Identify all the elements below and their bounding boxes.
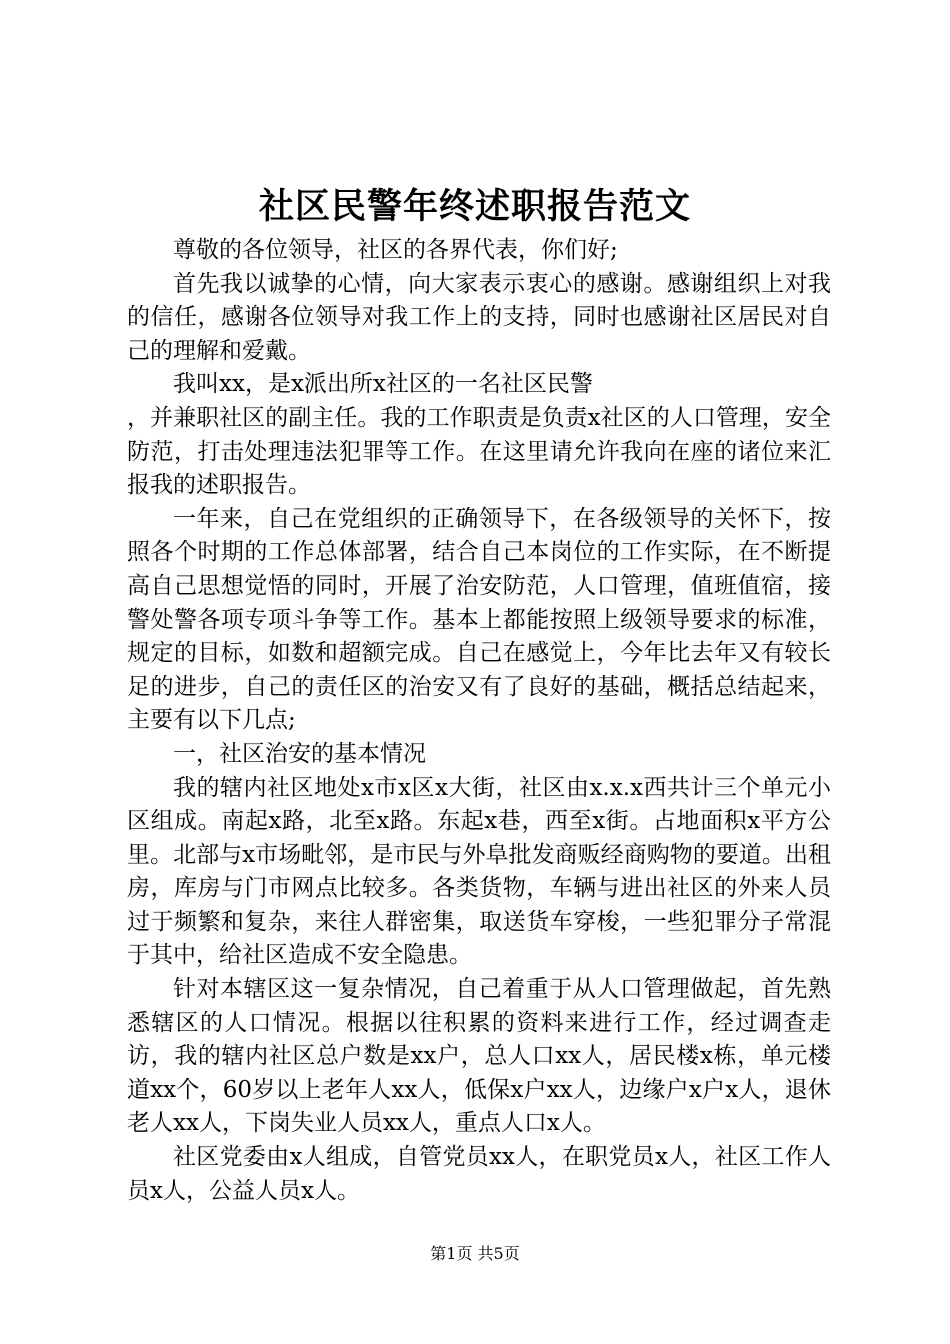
page-footer: 第1页 共5页: [430, 1244, 520, 1263]
paragraph-intro: 我叫xx，是x派出所x社区的一名社区民警: [173, 371, 593, 398]
paragraph-intro-continued: ，并兼职社区的副主任。我的工作职责是负责x社区的人口管理，安全防范，打击处理违法犯罪等工作。在这里请允许我向在座的诸位来汇报我的述职报告。: [127, 404, 831, 499]
document-title: 社区民警年终述职报告范文: [258, 186, 691, 227]
document-body: [127, 234, 831, 1208]
paragraph-party-committee: 社区党委由x人组成，自管党员xx人，在职党员x人，社区工作人员x人，公益人员x人。: [127, 1144, 831, 1204]
paragraph-thanks: 首先我以诚挚的心情，向大家表示衷心的感谢。感谢组织上对我的信任，感谢各位领导对我工作上的支持，同时也感谢社区居民对自己的理解和爱戴。: [127, 270, 831, 364]
paragraph-greeting: 尊敬的各位领导，社区的各界代表，你们好;: [173, 237, 618, 263]
section-heading-1: 一，社区治安的基本情况: [173, 740, 426, 767]
paragraph-population: 针对本辖区这一复杂情况，自己着重于从人口管理做起，首先熟悉辖区的人口情况。根据以往积累的资料来进行工作，经过调查走访，我的辖内社区总户数是xx户，总人口xx人，居民楼x栋，单元楼道xx个，60岁以上老年人xx人，低保x户xx人，边缘户x户x人，退休老人xx人，下岗失业人员xx人，重点人口x人。: [127, 976, 831, 1137]
paragraph-year-summary: 一年来，自己在党组织的正确领导下，在各级领导的关怀下，按照各个时期的工作总体部署，结合自己本岗位的工作实际，在不断提高自己思想觉悟的同时，开展了治安防范，人口管理，值班值宿，接警处警各项专项斗争等工作。基本上都能按照上级领导要求的标准，规定的目标，如数和超额完成。自己在感觉上，今年比去年又有较长足的进步，自己的责任区的治安又有了良好的基础，概括总结起来，主要有以下几点;: [127, 505, 831, 734]
paragraph-community-location: 我的辖内社区地处x市x区x大街，社区由x.x.x西共计三个单元小区组成。南起x路，北至x路。东起x巷，西至x街。占地面积x平方公里。北部与x市场毗邻，是市民与外阜批发商贩经商购物的要道。出租房，库房与门市网点比较多。各类货物，车辆与进出社区的外来人员过于频繁和复杂，来往人群密集，取送货车穿梭，一些犯罪分子常混于其中，给社区造成不安全隐患。: [127, 774, 831, 969]
